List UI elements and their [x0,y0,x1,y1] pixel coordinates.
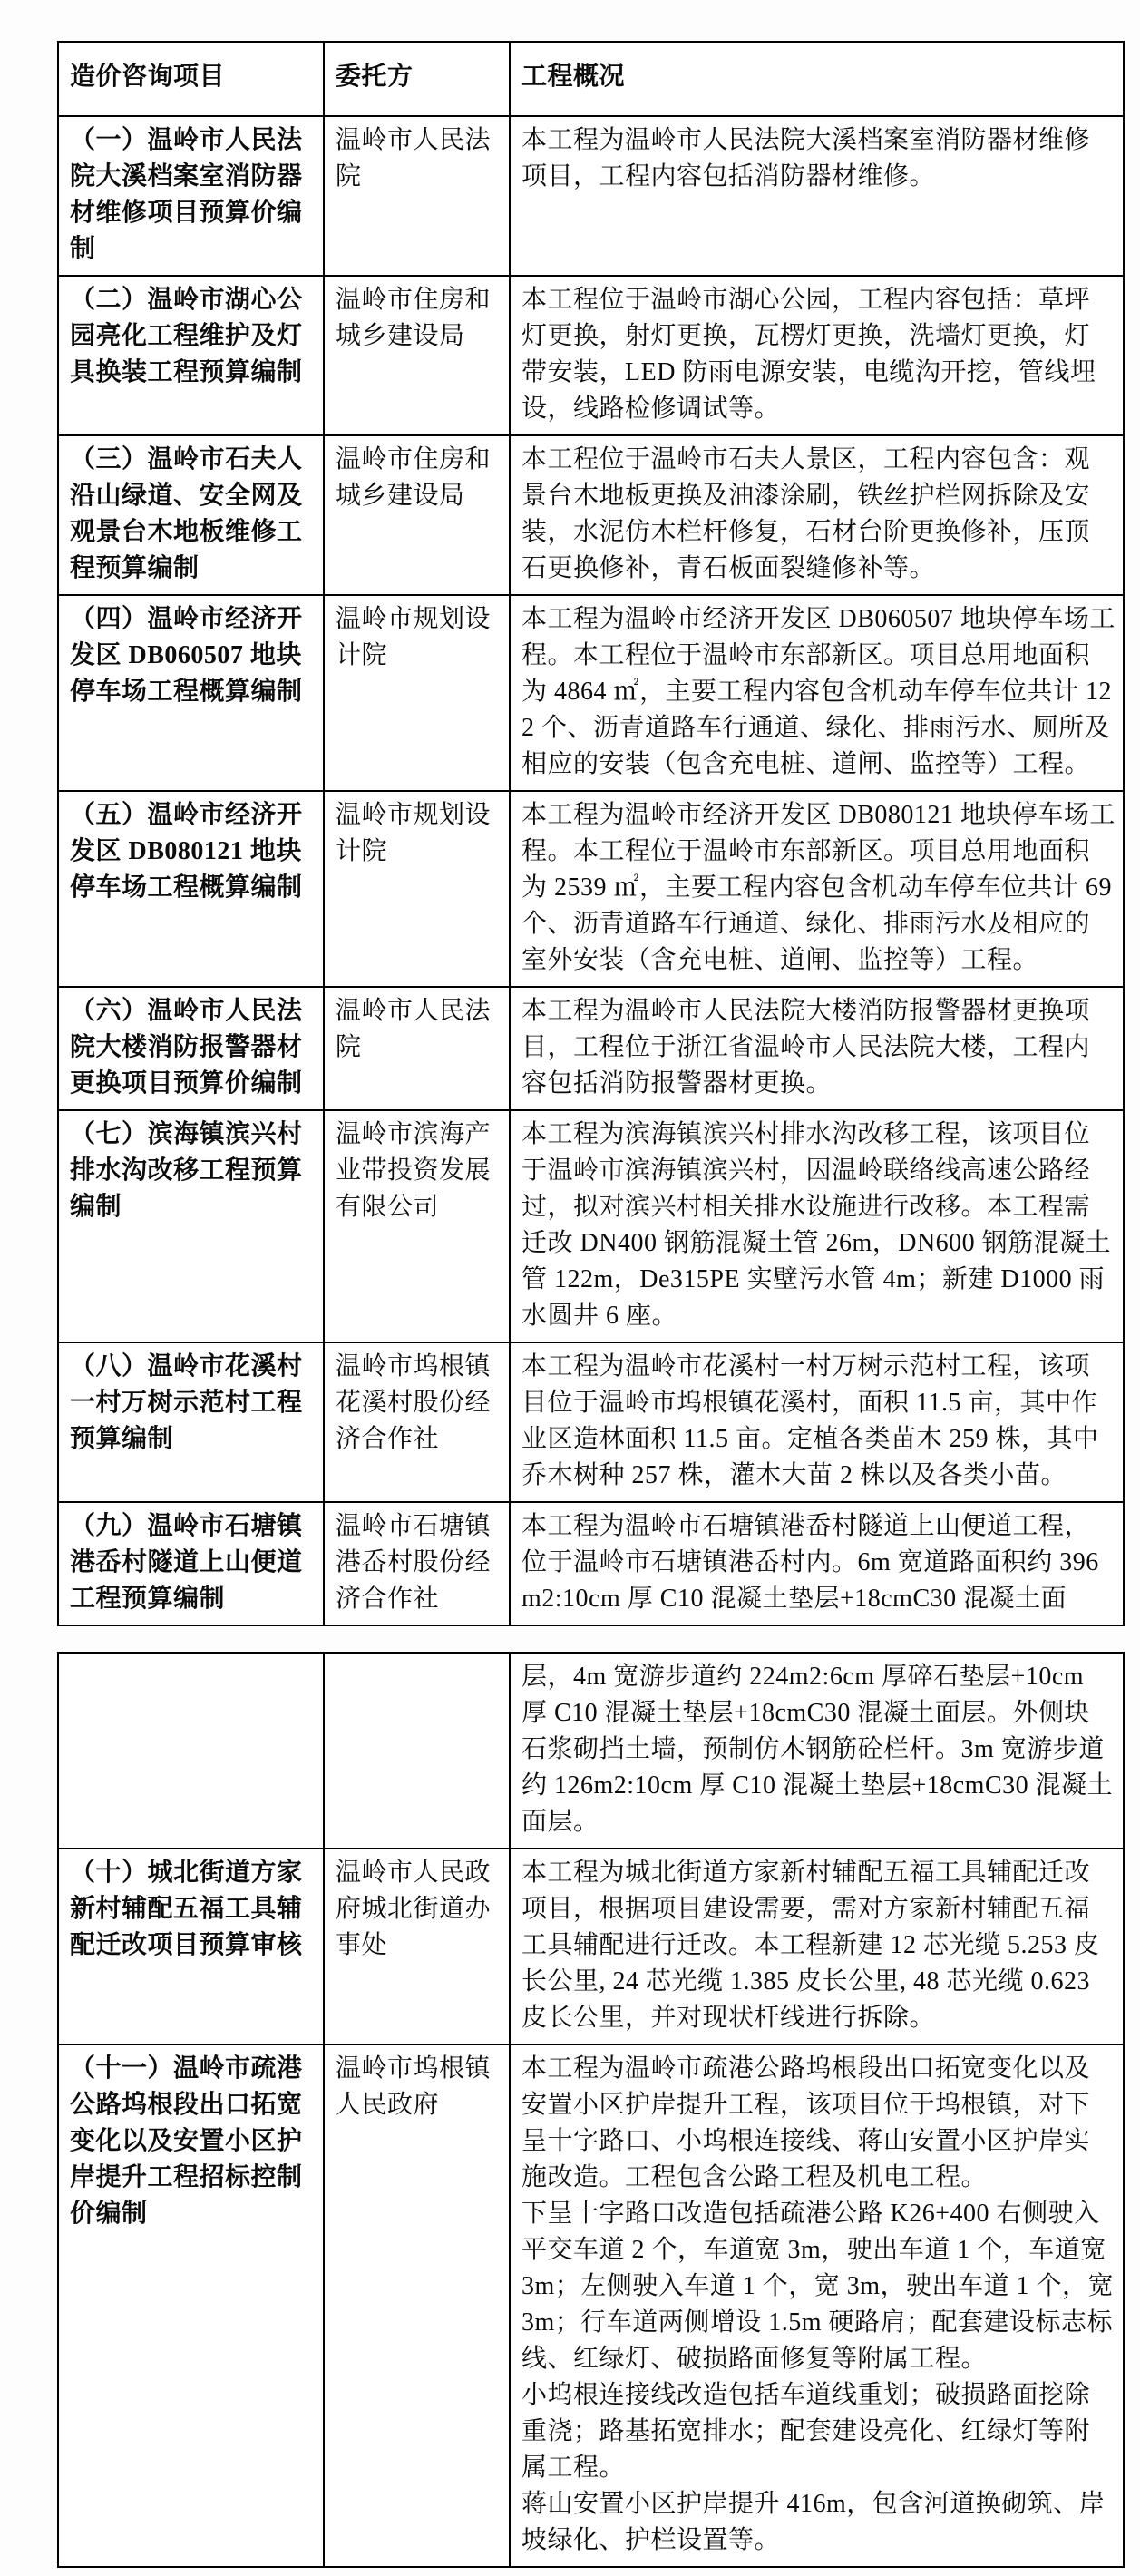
overview-paragraph: 本工程为温岭市花溪村一村万树示范村工程，该项目位于温岭市坞根镇花溪村，面积 11.5 亩，其中作业区造林面积 11.5 亩。定植各类苗木 259 株，其中乔木树种 257 株，灌木大苗 2 株以及各类小苗。 [521,1352,1099,1489]
overview-paragraph: 本工程为城北街道方家新村辅配五福工具辅配迁改项目，根据项目建设需要，需对方家新村辅配五福工具辅配进行迁改。本工程新建 12 芯光缆 5.253 皮长公里, 24 芯光缆 1.385 皮长公里, 48 芯光缆 0.623 皮长公里，并对现状杆线进行拆除。 [521,1859,1100,2032]
table-row [58,2044,1124,2567]
overview-cell [510,276,1124,435]
overview-paragraph: 下呈十字路口改造包括疏港公路 K26+400 右侧驶入平交车道 2 个，车道宽 3m，驶出车道 1 个，车道宽 3m；左侧驶入车道 1 个，宽 3m，驶出车道 1 个，宽 3m；行车道两侧增设 1.5m 硬路肩；配套建设标志标线、红绿灯、破损路面修复等附属工程。 [521,2200,1115,2373]
overview-cell [510,987,1124,1110]
overview-paragraph: 本工程位于温岭市湖心公园，工程内容包括：草坪灯更换，射灯更换，瓦楞灯更换，洗墙灯更换，灯带安装，LED 防雨电源安装，电缆沟开挖，管线埋设，线路检修调试等。 [521,286,1096,423]
project-cell: （八）温岭市花溪村一村万树示范村工程预算编制 [58,1342,324,1502]
overview-paragraph: 本工程位于温岭市石夫人景区，工程内容包含：观景台木地板更换及油漆涂刷，铁丝护栏网拆除及安装，水泥仿木栏杆修复，石材台阶更换修补，压顶石更换修补，青石板面裂缝修补等。 [521,445,1091,582]
project-cell: （四）温岭市经济开发区 DB060507 地块停车场工程概算编制 [58,595,324,791]
table-header-row [58,42,1124,116]
overview-paragraph: 本工程为温岭市人民法院大溪档案室消防器材维修项目，工程内容包括消防器材维修。 [521,126,1091,190]
project-cell: （九）温岭市石塘镇港岙村隧道上山便道工程预算编制 [58,1502,324,1625]
project-cell: （十）城北街道方家新村辅配五福工具辅配迁改项目预算审核 [58,1849,324,2044]
overview-paragraph: 本工程为温岭市石塘镇港岙村隧道上山便道工程，位于温岭市石塘镇港岙村内。6m 宽道路面积约 396m2:10cm 厚 C10 混凝土垫层+18cmC30 混凝土面 [521,1512,1099,1613]
overview-cell [510,2044,1124,2567]
overview-paragraph: 本工程为温岭市经济开发区 DB080121 地块停车场工程。本工程位于温岭市东部新区。项目总用地面积为 2539 ㎡，主要工程内容包含机动车停车位共计 69 个、沥青道路车行通道、绿化、排雨污水及相应的室外安装（含充电桩、道闸、监控等）工程。 [521,801,1116,974]
client-cell: 温岭市住房和城乡建设局 [324,435,510,595]
overview-cell [510,1653,1124,1849]
overview-cell [510,1502,1124,1625]
client-cell: 温岭市住房和城乡建设局 [324,276,510,435]
project-cell: （三）温岭市石夫人沿山绿道、安全网及观景台木地板维修工程预算编制 [58,435,324,595]
overview-cell [510,595,1124,791]
overview-cell [510,1342,1124,1502]
overview-cell [510,435,1124,595]
client-cell: 温岭市规划设计院 [324,595,510,791]
table-row [58,1849,1124,2044]
project-cell: （十一）温岭市疏港公路坞根段出口拓宽变化以及安置小区护岸提升工程招标控制价编制 [58,2044,324,2567]
overview-paragraph: 层，4m 宽游步道约 224m2:6cm 厚碎石垫层+10cm 厚 C10 混凝土垫层+18cmC30 混凝土面层。外侧块石浆砌挡土墙，预制仿木钢筋砼栏杆。3m 宽游步道约 126m2:10cm 厚 C10 混凝土垫层+18cmC30 混凝土面层。 [521,1663,1114,1836]
client-cell: 温岭市坞根镇人民政府 [324,2044,510,2567]
client-cell: 温岭市人民法院 [324,987,510,1110]
project-cell: （五）温岭市经济开发区 DB080121 地块停车场工程概算编制 [58,791,324,987]
overview-cell [510,1110,1124,1342]
header-client-column: 委托方 [324,42,510,116]
table-row-continuation [58,1653,1124,1849]
table-row [58,1342,1124,1502]
client-cell: 温岭市滨海产业带投资发展有限公司 [324,1110,510,1342]
client-cell-empty [324,1653,510,1849]
project-cell: （七）滨海镇滨兴村排水沟改移工程预算编制 [58,1110,324,1342]
table-row [58,791,1124,987]
table-row [58,595,1124,791]
client-cell: 温岭市规划设计院 [324,791,510,987]
project-cell-empty [58,1653,324,1849]
table-row [58,987,1124,1110]
overview-cell [510,791,1124,987]
overview-paragraph: 本工程为温岭市经济开发区 DB060507 地块停车场工程。本工程位于温岭市东部新区。项目总用地面积为 4864 ㎡，主要工程内容包含机动车停车位共计 122 个、沥青道路车行通道、绿化、排雨污水、厕所及相应的安装（包含充电桩、道闸、监控等）工程。 [521,605,1116,778]
overview-paragraph: 蒋山安置小区护岸提升 416m，包含河道换砌筑、岸坡绿化、护栏设置等。 [521,2490,1106,2554]
overview-paragraph: 小坞根连接线改造包括车道线重划；破损路面挖除重浇；路基拓宽排水；配套建设亮化、红绿灯等附属工程。 [521,2381,1091,2482]
table-row [58,1502,1124,1625]
header-overview-column: 工程概况 [510,42,1124,116]
cost-consulting-table-part-1 [57,41,1125,1626]
table-row [58,1110,1124,1342]
overview-cell [510,116,1124,276]
overview-cell [510,1849,1124,2044]
overview-paragraph: 本工程为滨海镇滨兴村排水沟改移工程，该项目位于温岭市滨海镇滨兴村，因温岭联络线高速公路经过，拟对滨兴村相关排水设施进行改移。本工程需迁改 DN400 钢筋混凝土管 26m，DN600 钢筋混凝土管 122m，De315PE 实壁污水管 4m；新建 D1000 雨水圆井 6 座。 [521,1120,1112,1330]
table-row [58,276,1124,435]
project-cell: （一）温岭市人民法院大溪档案室消防器材维修项目预算价编制 [58,116,324,276]
client-cell: 温岭市坞根镇花溪村股份经济合作社 [324,1342,510,1502]
client-cell: 温岭市石塘镇港岙村股份经济合作社 [324,1502,510,1625]
header-project-column: 造价咨询项目 [58,42,324,116]
overview-paragraph: 本工程为温岭市人民法院大楼消防报警器材更换项目，工程位于浙江省温岭市人民法院大楼，工程内容包括消防报警器材更换。 [521,997,1091,1098]
table-row [58,435,1124,595]
project-cell: （六）温岭市人民法院大楼消防报警器材更换项目预算价编制 [58,987,324,1110]
project-cell: （二）温岭市湖心公园亮化工程维护及灯具换装工程预算编制 [58,276,324,435]
overview-paragraph: 本工程为温岭市疏港公路坞根段出口拓宽变化以及安置小区护岸提升工程，该项目位于坞根镇，对下呈十字路口、小坞根连接线、蒋山安置小区护岸实施改造。工程包含公路工程及机电工程。 [521,2054,1091,2191]
client-cell: 温岭市人民法院 [324,116,510,276]
client-cell: 温岭市人民政府城北街道办事处 [324,1849,510,2044]
cost-consulting-table-part-2 [57,1652,1125,2568]
table-row [58,116,1124,276]
